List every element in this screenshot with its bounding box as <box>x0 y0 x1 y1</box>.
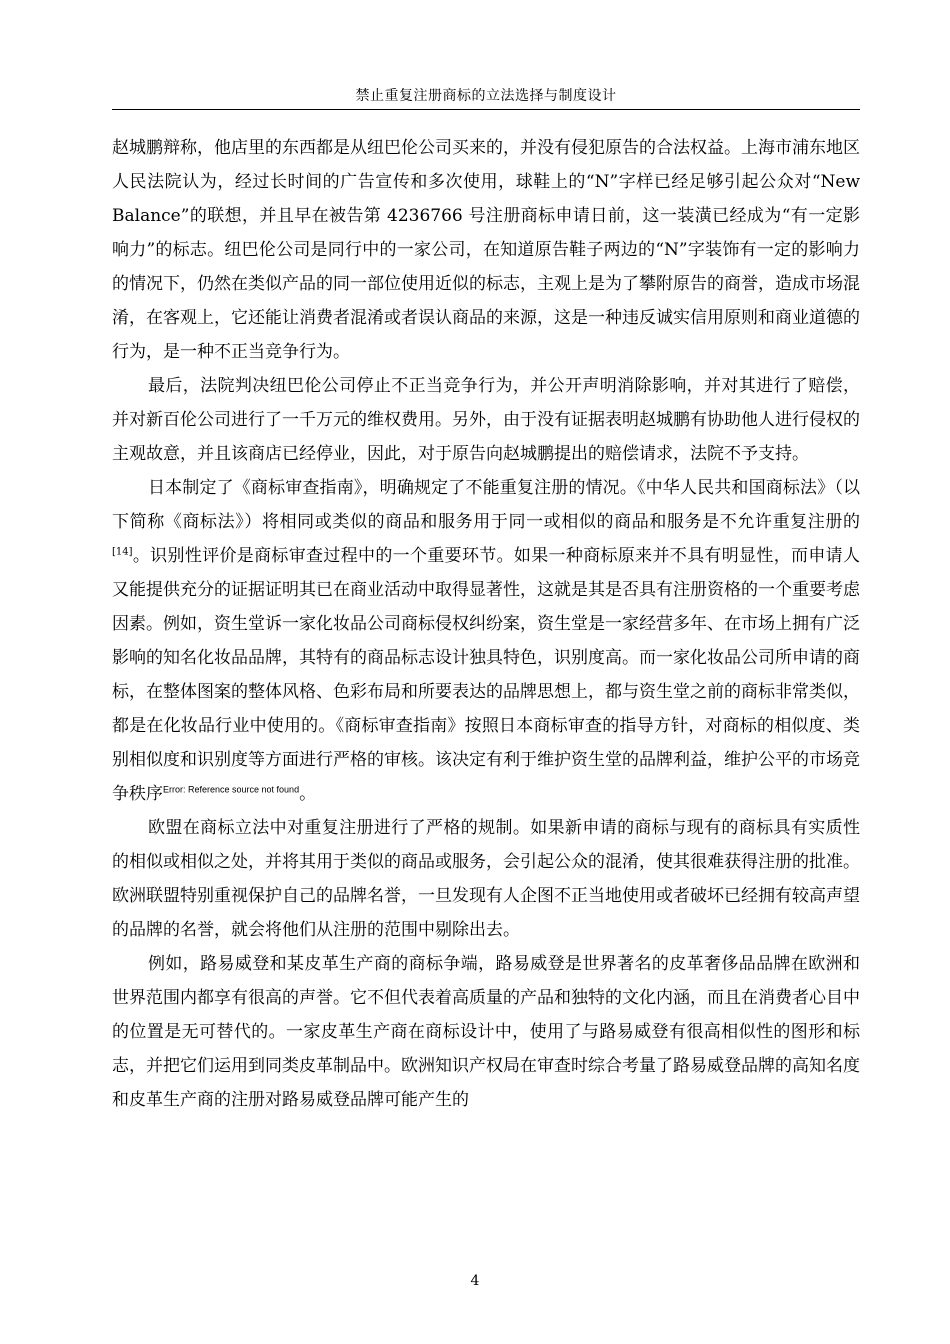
paragraph-1: 赵城鹏辩称，他店里的东西都是从纽巴伦公司买来的，并没有侵犯原告的合法权益。上海市浦东地区人民法院认为，经过长时间的广告宣传和多次使用，球鞋上的“N”字样已经足够引起公众对“New Balance”的联想，并且早在被告第 4236766 号注册商标申请日前，这一装潢已经成为“有一定影响力”的标志。纽巴伦公司是同行中的一家公司，在知道原告鞋子两边的“N”字装饰有一定的影响力的情况下，仍然在类似产品的同一部位使用近似的标志，主观上是为了攀附原告的商誉，造成市场混淆，在客观上，它还能让消费者混淆或者误认商品的来源，这是一种违反诚实信用原则和商业道德的行为，是一种不正当竞争行为。 <box>112 138 860 362</box>
paragraph-5: 例如，路易威登和某皮革生产商的商标争端，路易威登是世界著名的皮革奢侈品品牌在欧洲和世界范围内都享有很高的声誉。它不但代表着高质量的产品和独特的文化内涵，而且在消费者心目中的位置是无可替代的。一家皮革生产商在商标设计中，使用了与路易威登有很高相似性的图形和标志，并把它们运用到同类皮革制品中。欧洲知识产权局在审查时综合考量了路易威登品牌的高知名度和皮革生产商的注册对路易威登品牌可能产生的 <box>112 954 860 1110</box>
paragraph-4: 欧盟在商标立法中对重复注册进行了严格的规制。如果新申请的商标与现有的商标具有实质性的相似或相似之处，并将其用于类似的商品或服务，会引起公众的混淆，使其很难获得注册的批准。欧洲联盟特别重视保护自己的品牌名誉，一旦发现有人企图不正当地使用或者破坏已经拥有较高声望的品牌的名誉，就会将他们从注册的范围中剔除出去。 <box>112 818 860 940</box>
paragraph-2: 最后，法院判决纽巴伦公司停止不正当竞争行为，并公开声明消除影响，并对其进行了赔偿，并对新百伦公司进行了一千万元的维权费用。另外，由于没有证据表明赵城鹏有协助他人进行侵权的主观故意，并且该商店已经停业，因此，对于原告向赵城鹏提出的赔偿请求，法院不予支持。 <box>112 376 860 464</box>
citation-reference: [14] <box>112 546 133 558</box>
paragraph-3-end: 。 <box>299 784 317 804</box>
header-rule <box>112 109 860 110</box>
page-number: 4 <box>470 1273 480 1289</box>
paragraph-3-text-b: 。识别性评价是商标审查过程中的一个重要环节。如果一种商标原来并不具有明显性，而申请人又能提供充分的证据证明其已在商业活动中取得显著性，这就是其是否具有注册资格的一个重要考虑因素。例如，资生堂诉一家化妆品公司商标侵权纠纷案，资生堂是一家经营多年、在市场上拥有广泛影响的知名化妆品品牌，其特有的商品标志设计独具特色，识别度高。而一家化妆品公司所申请的商标，在整体图案的整体风格、色彩布局和所要表达的品牌思想上，都与资生堂之前的商标非常类似，都是在化妆品行业中使用的。《商标审查指南》按照日本商标审查的指导方针，对商标的相似度、类别相似度和识别度等方面进行严格的审核。该决定有利于维护资生堂的品牌利益，维护公平的市场竞争秩序 <box>112 546 860 804</box>
reference-error-note: Error: Reference source not found <box>163 784 300 795</box>
paragraph-3-text-a: 日本制定了《商标审查指南》，明确规定了不能重复注册的情况。《中华人民共和国商标法》（以下简称《商标法》）将相同或类似的商品和服务用于同一或相似的商品和服务是不允许重复注册的 <box>112 478 860 532</box>
body-text <box>112 131 860 1117</box>
running-header: 禁止重复注册商标的立法选择与制度设计 <box>355 88 617 104</box>
paragraph-3 <box>112 471 860 811</box>
